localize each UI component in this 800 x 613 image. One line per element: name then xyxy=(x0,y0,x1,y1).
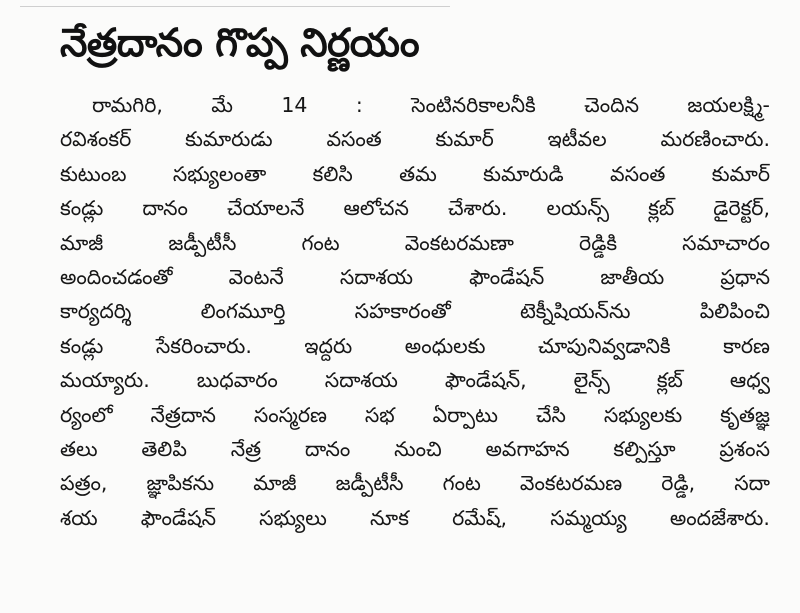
body-word: మయ్యారు. xyxy=(60,368,150,393)
body-word: చేసి xyxy=(535,402,566,427)
body-word: కుమారుడి xyxy=(483,161,564,186)
body-word: గంట xyxy=(301,230,340,255)
body-word: ఫౌండేషన్ xyxy=(140,505,217,530)
body-word: కారణ xyxy=(723,333,770,358)
body-text-line xyxy=(60,466,770,500)
body-word: చూపునివ్వడానికి xyxy=(538,333,671,358)
body-word: వసంత xyxy=(610,161,666,186)
body-word: పత్రం, xyxy=(60,471,108,496)
body-word: ఫౌండేషన్ xyxy=(469,264,545,289)
article-body xyxy=(60,88,770,535)
body-word: దానం xyxy=(142,196,188,221)
body-text-line xyxy=(60,398,770,432)
body-word: సదాశయ xyxy=(339,264,414,289)
body-word: నూక xyxy=(369,505,409,530)
body-word: గంట xyxy=(442,471,481,496)
body-word: మాజీ xyxy=(60,230,104,255)
body-word: సమ్మయ్య xyxy=(550,505,627,530)
body-word: తమ xyxy=(399,161,437,186)
body-word: ప్రధాన xyxy=(720,264,770,289)
body-word: రామగిరి, xyxy=(92,93,163,117)
body-word: వెంటనే xyxy=(228,264,284,289)
body-word: మే xyxy=(211,93,233,117)
body-word: జయలక్ష్మి- xyxy=(687,93,770,117)
body-word: అందజేశారు. xyxy=(669,505,770,530)
body-word: సదా xyxy=(734,471,770,496)
body-word: దానం xyxy=(304,436,351,461)
body-word: సదాశయ xyxy=(324,368,398,393)
body-word: జడ్పీటీసీ xyxy=(168,230,237,255)
body-word: డైరెక్టర్, xyxy=(713,196,770,221)
body-text-line xyxy=(60,260,770,294)
body-text-line xyxy=(60,501,770,535)
body-word: కండ్లు xyxy=(60,196,104,221)
body-word: ఆలోచన xyxy=(343,196,409,221)
body-text-line xyxy=(60,122,770,156)
body-word: రవిశంకర్ xyxy=(60,127,132,152)
body-word: కండ్లు xyxy=(60,333,104,358)
body-word: చెందిన xyxy=(584,93,639,117)
body-word: కార్యదర్శి xyxy=(60,299,132,324)
body-word: మాజీ xyxy=(253,471,297,496)
body-word: ఇటీవల xyxy=(547,127,607,152)
body-word: పిలిపించి xyxy=(699,299,770,324)
body-word: సభ్యులు xyxy=(259,505,327,530)
body-word: ప్రశంస xyxy=(719,436,770,461)
body-word: శయ xyxy=(60,505,98,530)
body-word: 14 xyxy=(281,93,308,117)
body-word: సంస్మరణ xyxy=(253,402,327,427)
body-text-line xyxy=(60,294,770,328)
body-word: బుధవారం xyxy=(196,368,278,393)
body-word: లింగమూర్తి xyxy=(200,299,286,324)
body-word: కుమార్ xyxy=(711,161,770,186)
body-text-line xyxy=(60,432,770,466)
body-word: వెంకటరమణా xyxy=(404,230,514,255)
body-word: నుంచి xyxy=(394,436,442,461)
body-word: లయన్స్ xyxy=(546,196,610,221)
body-word: సమాచారం xyxy=(682,230,770,255)
body-word: తెలిపి xyxy=(141,436,187,461)
body-word: రెడ్డికి xyxy=(579,230,618,255)
body-word: సభ xyxy=(364,402,395,427)
body-word: : xyxy=(355,93,363,117)
body-text-line xyxy=(60,88,770,122)
body-word: కుమారుడు xyxy=(185,127,273,152)
body-text-line xyxy=(60,191,770,225)
body-word: క్లబ్ xyxy=(656,368,683,393)
body-text-line xyxy=(60,363,770,397)
body-word: నేత్ర xyxy=(230,436,262,461)
body-word: సభ్యులంతా xyxy=(172,161,267,186)
body-word: లైన్స్ xyxy=(573,368,610,393)
body-word: ఫౌండేషన్, xyxy=(444,368,527,393)
body-word: క్లబ్ xyxy=(648,196,675,221)
body-word: చేయాలనే xyxy=(226,196,305,221)
body-word: కల్పిస్తూ xyxy=(613,436,676,461)
body-word: జాతీయ xyxy=(600,264,665,289)
body-word: జ్ఞాపికను xyxy=(146,471,215,496)
body-word: సభ్యులకు xyxy=(603,402,683,427)
body-word: అంధులకు xyxy=(404,333,486,358)
body-word: సహకారంతో xyxy=(354,299,451,324)
body-word: కృతజ్ఞ xyxy=(720,402,770,427)
body-word: కుమార్ xyxy=(435,127,494,152)
body-word: రెడ్డి, xyxy=(661,471,696,496)
body-text-line xyxy=(60,157,770,191)
body-text-line xyxy=(60,226,770,260)
body-text-line xyxy=(60,329,770,363)
body-word: వసంత xyxy=(326,127,382,152)
body-word: ఆధ్వ xyxy=(729,368,770,393)
top-divider xyxy=(20,0,450,7)
body-word: వెంకటరమణ xyxy=(519,471,623,496)
body-word: టెక్నీషియన్‌ను xyxy=(519,299,631,324)
body-word: రమేష్, xyxy=(452,505,508,530)
body-word: నేత్రదాన xyxy=(150,402,216,427)
body-word: కలిసి xyxy=(312,161,353,186)
article-headline: నేత్రదానం గొప్ప నిర్ణయం xyxy=(60,21,420,66)
body-word: మరణించారు. xyxy=(660,127,770,152)
body-word: చేశారు. xyxy=(447,196,508,221)
body-word: సెంటినరికాలనీకి xyxy=(411,93,536,117)
body-word: తలు xyxy=(60,436,98,461)
body-word: ఏర్పాటు xyxy=(432,402,499,427)
body-word: ర్యంలో xyxy=(60,402,113,427)
body-word: ఇద్దరు xyxy=(304,333,353,358)
body-word: కుటుంబ xyxy=(60,161,127,186)
body-word: అందించడంతో xyxy=(60,264,173,289)
body-word: అవగాహన xyxy=(485,436,570,461)
body-word: సేకరించారు. xyxy=(155,333,252,358)
body-word: జడ్పీటీసీ xyxy=(335,471,404,496)
